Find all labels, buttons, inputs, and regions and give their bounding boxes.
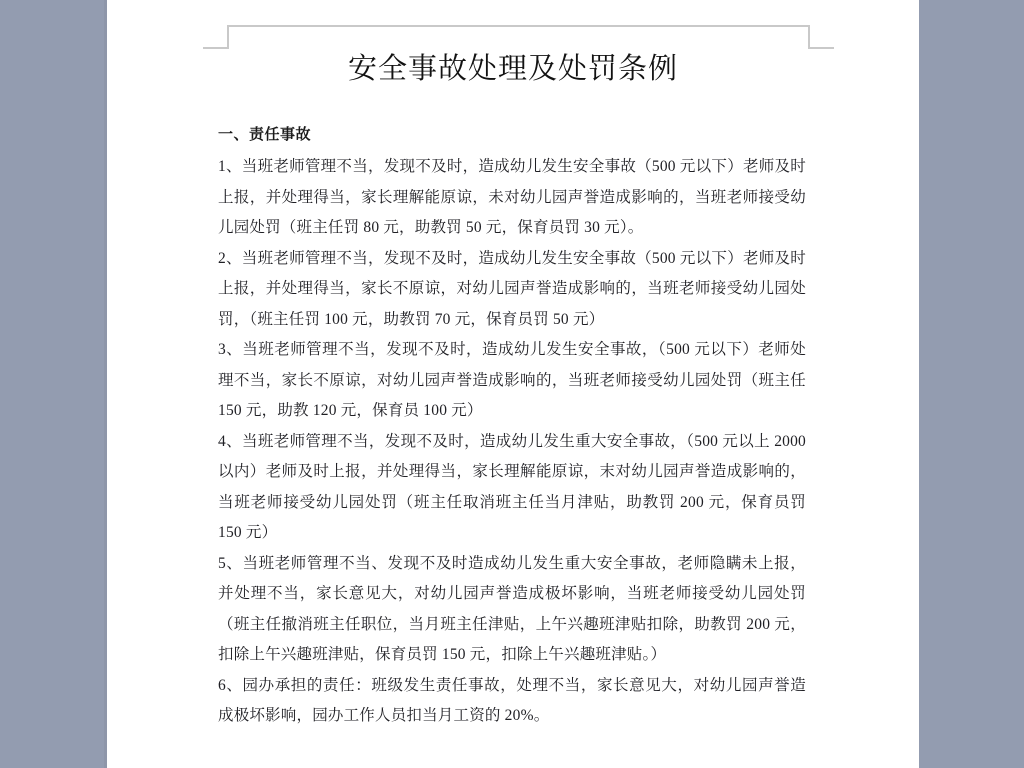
content-column xyxy=(218,122,806,732)
right-background-band xyxy=(919,0,1024,768)
clause-item: 3、当班老师管理不当，发现不及时，造成幼儿发生安全事故，（500 元以下）老师处理不当，家长不原谅，对幼儿园声誉造成影响的，当班老师接受幼儿园处罚（班主任 150 元，助教 120 元，保育员 100 元） xyxy=(218,341,806,419)
clause-item: 4、当班老师管理不当，发现不及时，造成幼儿发生重大安全事故，（500 元以上 2000 以内）老师及时上报，并处理得当，家长理解能原谅，末对幼儿园声誉造成影响的，当班老师接受幼儿园处罚（班主任取消班主任当月津贴，助教罚 200 元，保育员罚 150 元） xyxy=(218,432,806,541)
document-page xyxy=(107,0,919,768)
clause-item: 2、当班老师管理不当，发现不及时，造成幼儿发生安全事故（500 元以下）老师及时上报，并处理得当，家长不原谅，对幼儿园声誉造成影响的，当班老师接受幼儿园处罚，（班主任罚 100 元，助教罚 70 元，保育员罚 50 元） xyxy=(218,249,806,328)
document-body xyxy=(107,0,919,768)
section-heading: 一、责任事故 xyxy=(218,127,312,143)
page-title: 安全事故处理及处罚条例 xyxy=(347,53,678,85)
clause-item: 5、当班老师管理不当、发现不及时造成幼儿发生重大安全事故，老师隐瞒未上报，并处理不当，家长意见大，对幼儿园声誉造成极坏影响，当班老师接受幼儿园处罚（班主任撤消班主任职位，当月班主任津贴，上午兴趣班津贴扣除，助教罚 200 元，扣除上午兴趣班津贴，保育员罚 150 元，扣除上午兴趣班津贴。） xyxy=(218,554,806,663)
left-background-band xyxy=(0,0,104,768)
clause-item: 1、当班老师管理不当，发现不及时，造成幼儿发生安全事故（500 元以下）老师及时上报，并处理得当，家长理解能原谅，未对幼儿园声誉造成影响的，当班老师接受幼儿园处罚（班主任罚 80 元，助教罚 50 元，保育员罚 30 元）。 xyxy=(218,158,806,236)
clause-item: 6、园办承担的责任：班级发生责任事故，处理不当，家长意见大，对幼儿园声誉造成极坏影响，园办工作人员扣当月工资的 20%。 xyxy=(218,676,806,724)
